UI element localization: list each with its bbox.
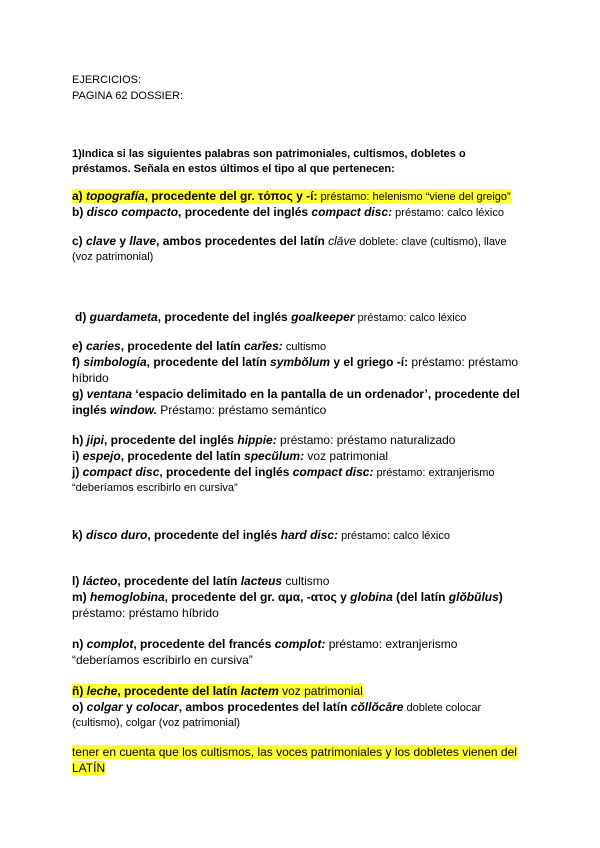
item-c: c) clave y llave, ambos procedentes del latín clāve doblete: clave (cultismo), llave <box>72 234 507 248</box>
item-h: h) jipi, procedente del inglés hippie: préstamo: préstamo naturalizado <box>72 433 456 447</box>
instructions-line-2: préstamos. Señala en estos últimos el tipo al que pertenecen: <box>72 163 395 175</box>
item-f-continued: híbrido <box>72 371 109 385</box>
note-line-1: tener en cuenta que los cultismos, las voces patrimoniales y los dobletes vienen del <box>72 745 517 759</box>
item-b: b) disco compacto, procedente del inglés compact disc: préstamo: calco léxico <box>72 205 504 219</box>
item-g: g) ventana ‘espacio delimitado en la pantalla de un ordenador’, procedente del <box>72 387 520 401</box>
item-m-continued: préstamo: préstamo híbrido <box>72 606 219 620</box>
item-m: m) hemoglobina, procedente del gr. αμα, -ατος y globina (del latín glŏbŭlus) <box>72 590 503 604</box>
note-line-2: LATÍN <box>72 761 106 775</box>
item-o-continued: (cultismo), colgar (voz patrimonial) <box>72 717 241 729</box>
item-c-continued: (voz patrimonial) <box>72 251 154 263</box>
instructions-line-1: 1)Indica si las siguientes palabras son patrimoniales, cultismos, dobletes o <box>72 148 466 160</box>
item-a: a) topografía, procedente del gr. τόπος y -í: préstamo: helenismo “viene del greigo” <box>72 189 511 203</box>
item-d: d) guardameta, procedente del inglés goalkeeper préstamo: calco léxico <box>75 310 467 324</box>
item-i: i) espejo, procedente del latín specŭlum: voz patrimonial <box>72 449 389 463</box>
page-reference: PAGINA 62 DOSSIER: <box>72 90 184 102</box>
item-g-continued: inglés window. Préstamo: préstamo semántico <box>72 403 327 417</box>
item-f: f) simbología, procedente del latín symbŏlum y el griego -í: préstamo: préstamo <box>72 355 519 369</box>
item-j: j) compact disc, procedente del inglés compact disc: préstamo: extranjerismo <box>72 465 495 479</box>
exercises-title: EJERCICIOS: <box>72 74 142 86</box>
item-j-continued: “deberíamos escribirlo en cursiva” <box>72 482 238 494</box>
item-n: n) complot, procedente del francés complot: préstamo: extranjerismo <box>72 637 458 651</box>
item-n-continued: “deberíamos escribirlo en cursiva” <box>72 653 253 667</box>
item-enye: ñ) leche, procedente del latín lactem voz patrimonial <box>72 684 363 698</box>
item-l: l) lácteo, procedente del latín lacteus cultismo <box>72 574 330 588</box>
item-k: k) disco duro, procedente del inglés hard disc: préstamo: calco léxico <box>72 528 450 542</box>
item-e: e) caries, procedente del latín carĭes: cultismo <box>72 339 327 353</box>
item-o: o) colgar y colocar, ambos procedentes del latín cŏllŏcāre doblete colocar <box>72 700 482 714</box>
